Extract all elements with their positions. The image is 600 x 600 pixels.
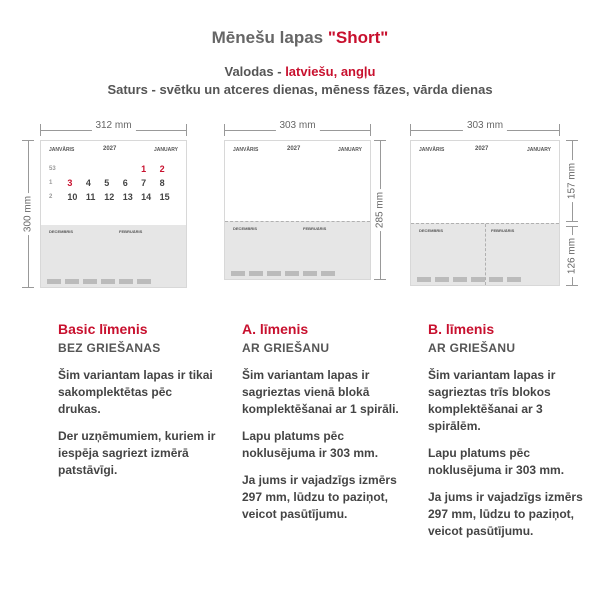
month-name-lv: JANVĀRIS [233,147,259,153]
next-month-name: FEBRUĀRIS [303,226,327,231]
current-month-sheet [411,141,559,223]
languages-value: latviešu, angļu [285,64,376,79]
option-subheading: AR GRIEŠANU [242,341,330,355]
year-label: 2027 [287,146,301,152]
option-paragraph: Ja jums ir vajadzīgs izmērs 297 mm, lūdzu to paziņot, veicot pasūtījumu. [428,490,583,538]
hanger-tabs [231,271,364,276]
option-paragraph: Šim variantam lapas ir sagrieztas vienā blokā komplektēšanai ar 1 spirāli. [242,368,399,416]
option-b [428,321,588,550]
option-paragraph: Šim variantam lapas ir tikai sakomplektētas pēc drukas. [58,368,213,416]
prev-month-name: DECEMBRIS [233,226,258,231]
option-paragraph: Lapu platums pēc noklusējuma ir 303 mm. [428,446,565,477]
height-dimension-2 [374,140,386,280]
option-subheading: BEZ GRIEŠANAS [58,341,161,355]
option-heading: Basic līmenis [58,321,148,337]
adjacent-months-sheet [41,225,186,287]
height-dimension-1 [22,140,34,288]
hanger-tabs [417,277,553,282]
height-dimension-3a [566,140,578,222]
option-paragraph: Lapu platums pēc noklusējuma ir 303 mm. [242,429,379,460]
prev-month-name: DECEMBRIS [49,229,74,234]
option-a [242,321,402,533]
prev-month-name: DECEMBRIS [419,228,444,233]
height-label-2: 285 mm [375,189,386,231]
year-label: 2027 [475,146,489,152]
page-title [0,28,600,48]
option-heading: B. līmenis [428,321,495,337]
width-dimension-2 [224,120,371,136]
languages-label: Valodas - [224,64,286,79]
next-month-name: FEBRUĀRIS [491,228,515,233]
calendar-board-b [410,140,560,286]
month-name-en: JANUARY [154,147,178,153]
cut-line [485,224,486,285]
option-paragraph: Šim variantam lapas ir sagrieztas trīs blokos komplektēšanai ar 3 spirālēm. [428,368,556,433]
languages-line [0,64,600,79]
option-paragraph: Der uzņēmumiem, kuriem ir iespēja sagriezt izmērā patstāvīgi. [58,429,216,477]
height-dimension-3b [566,226,578,286]
width-dimension-3 [410,120,560,136]
month-name-lv: JANVĀRIS [419,147,445,153]
next-month-name: FEBRUĀRIS [119,229,143,234]
month-name-lv: JANVĀRIS [49,147,75,153]
current-month-sheet [225,141,370,221]
title-main: Mēnešu lapas [211,28,328,47]
option-heading: A. līmenis [242,321,309,337]
month-grid: 53 1 2 1 3 4 5 6 7 8 2 10 11 12 13 14 15 [49,164,170,202]
height-label-1: 300 mm [23,193,34,235]
width-label-1: 312 mm [91,120,135,131]
width-label-3: 303 mm [463,120,507,131]
calendar-board-basic [40,140,187,288]
current-month-sheet [41,141,186,225]
calendar-board-a [224,140,371,280]
month-name-en: JANUARY [527,147,551,153]
height-label-3a: 157 mm [567,160,578,202]
width-label-2: 303 mm [275,120,319,131]
width-dimension-1 [40,120,187,136]
option-paragraph: Ja jums ir vajadzīgs izmērs 297 mm, lūdzu to paziņot, veicot pasūtījumu. [242,473,397,521]
content-line: Saturs - svētku un atceres dienas, mēness fāzes, vārda dienas [107,82,493,97]
title-product: "Short" [327,28,389,47]
adjacent-months-sheet [225,221,370,279]
month-name-en: JANUARY [338,147,362,153]
year-label: 2027 [103,146,117,152]
option-subheading: AR GRIEŠANU [428,341,516,355]
hanger-tabs [47,279,180,284]
height-label-3b: 126 mm [567,235,578,277]
option-basic [58,321,218,489]
adjacent-months-sheet [411,223,559,285]
